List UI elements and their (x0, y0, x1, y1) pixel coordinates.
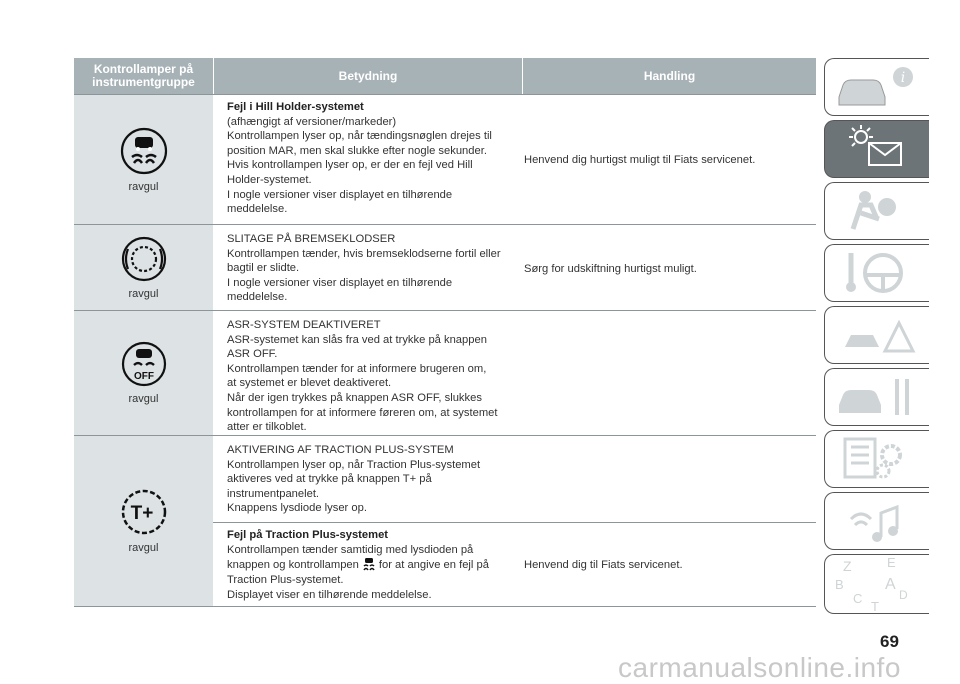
svg-text:T+: T+ (130, 503, 153, 524)
meaning-line: Kontrollampen tænder samtidig med lysdioden på (227, 543, 474, 556)
meaning-line: bagtil er slidte. (227, 262, 300, 275)
lamp-color-label: ravgul (128, 542, 159, 554)
skid-inline-icon (362, 557, 376, 573)
table-bottom-border (74, 606, 816, 607)
tab-starting-driving[interactable] (824, 244, 929, 302)
svg-text:OFF: OFF (133, 371, 154, 382)
multimedia-icon (825, 493, 925, 549)
lamp-color-label: ravgul (128, 287, 159, 300)
meaning-cell-traction-activation (227, 443, 517, 516)
meaning-cell-hill-holder (227, 100, 517, 217)
meaning-line: (afhængigt af versioner/markeder) (227, 115, 397, 128)
meaning-cell-brake-pads (227, 232, 517, 305)
meaning-line: meddelelse. (227, 291, 288, 304)
tab-index[interactable] (824, 554, 929, 614)
lamp-cell-traction-plus (74, 436, 213, 606)
lamp-color-label: ravgul (128, 393, 159, 405)
maintenance-icon (825, 369, 925, 425)
tab-car-info[interactable] (824, 58, 929, 116)
svg-text:i: i (900, 70, 906, 86)
meaning-line: Holder-systemet. (227, 173, 312, 186)
meaning-line: SLITAGE PÅ BREMSEKLODSER (227, 233, 396, 245)
header-col-lamps (74, 58, 213, 94)
airbag-safety-icon (825, 183, 925, 239)
meaning-line: for at angive en fejl på (378, 558, 489, 571)
meaning-cell-asr-off (227, 318, 517, 435)
meaning-line: at systemet er blevet deaktiveret. (227, 377, 392, 390)
lamp-color-label: ravgul (128, 180, 159, 193)
meaning-line: Kontrollampen tænder, hvis bremseklodserne fortil eller (227, 247, 501, 260)
asr-off-icon (121, 341, 167, 387)
meaning-line: I nogle versioner viser displayet en tilhørende (227, 276, 453, 289)
page-number: 69 (880, 632, 899, 651)
meaning-line: Kontrollampen lyser op, når tændingsnøglen drejes til (227, 130, 492, 143)
header-col-meaning-label: Betydning (338, 68, 398, 83)
row-sub-separator (213, 522, 816, 523)
action-text: Sørg for udskiftning hurtigst muligt. (524, 263, 697, 275)
meaning-line: ASR-systemet kan slås fra ved at trykke på knappen (227, 333, 487, 346)
meaning-line: ASR-SYSTEM DEAKTIVERET (227, 319, 381, 331)
header-col-lamps-label: Kontrollamper på instrumentgruppe (92, 62, 195, 89)
tab-technical-data[interactable] (824, 430, 929, 488)
action-cell-traction-fault (524, 558, 814, 573)
meaning-line: Traction Plus-systemet. (227, 574, 344, 587)
header-col-action (523, 58, 816, 94)
header-col-action-label: Handling (643, 68, 696, 83)
meaning-title: Fejl på Traction Plus-systemet (227, 529, 389, 541)
meaning-line-inline-icon (227, 557, 517, 573)
lamp-cell-brake-pads (74, 225, 213, 310)
action-cell-hill-holder (524, 153, 814, 168)
warning-lights-icon (825, 121, 925, 177)
meaning-line: kontrollampen for at informere føreren om, at systemet (227, 406, 498, 419)
tab-multimedia[interactable] (824, 492, 929, 550)
watermark: carmanualsonline.info (618, 652, 901, 683)
meaning-cell-traction-fault (227, 528, 517, 602)
meaning-line: position MAR, men skal slukke efter nogle sekunder. (227, 144, 487, 157)
tab-warning-lights[interactable] (824, 120, 929, 178)
meaning-line: atter er tilkoblet. (227, 421, 307, 434)
specifications-icon (825, 431, 925, 487)
meaning-line: Når der igen trykkes på knappen ASR OFF, slukkes (227, 391, 482, 404)
meaning-line: Kontrollampen lyser op, når Traction Plus-systemet (227, 458, 481, 471)
traction-plus-icon (120, 488, 168, 536)
meaning-line: knappen og kontrollampen (227, 558, 359, 571)
tab-safety[interactable] (824, 182, 929, 240)
meaning-line: Knappens lysdiode lyser op. (227, 502, 367, 515)
lamp-cell-hill-holder (74, 95, 213, 224)
action-cell-brake-pads (524, 262, 814, 277)
svg-text:A: A (885, 576, 896, 593)
tab-maintenance[interactable] (824, 368, 929, 426)
lamp-cell-asr-off (74, 311, 213, 435)
svg-text:B: B (835, 577, 844, 592)
meaning-line: ASR OFF. (227, 348, 278, 361)
meaning-line: Displayet viser en tilhørende meddelelse. (227, 588, 432, 601)
action-text: Henvend dig til Fiats servicenet. (524, 559, 683, 571)
brake-pad-wear-icon (121, 236, 167, 282)
meaning-line: AKTIVERING AF TRACTION PLUS-SYSTEM (227, 444, 454, 456)
meaning-line: aktiveres ved at trykke på knappen T+ på (227, 473, 432, 486)
meaning-line: Hvis kontrollampen lyser op, er der en fejl ved Hill (227, 159, 473, 172)
header-col-meaning (214, 58, 522, 94)
meaning-line: instrumentpanelet. (227, 487, 320, 500)
svg-text:C: C (853, 591, 863, 606)
svg-text:Z: Z (843, 558, 852, 574)
tab-emergency[interactable] (824, 306, 929, 364)
skid-warning-icon (120, 127, 168, 175)
svg-text:T: T (871, 599, 879, 613)
meaning-title: Fejl i Hill Holder-systemet (227, 101, 364, 113)
svg-text:E: E (887, 555, 896, 570)
meaning-line: Kontrollampen tænder for at informere brugeren om, (227, 362, 487, 375)
emergency-icon (825, 307, 925, 363)
meaning-line: I nogle versioner viser displayet en tilhørende (227, 188, 453, 201)
action-text: Henvend dig hurtigst muligt til Fiats servicenet. (524, 154, 756, 166)
meaning-line: meddelelse. (227, 203, 288, 216)
index-icon (825, 555, 925, 613)
svg-text:D: D (899, 588, 908, 602)
car-info-icon (825, 59, 925, 115)
steering-key-icon (825, 245, 925, 301)
